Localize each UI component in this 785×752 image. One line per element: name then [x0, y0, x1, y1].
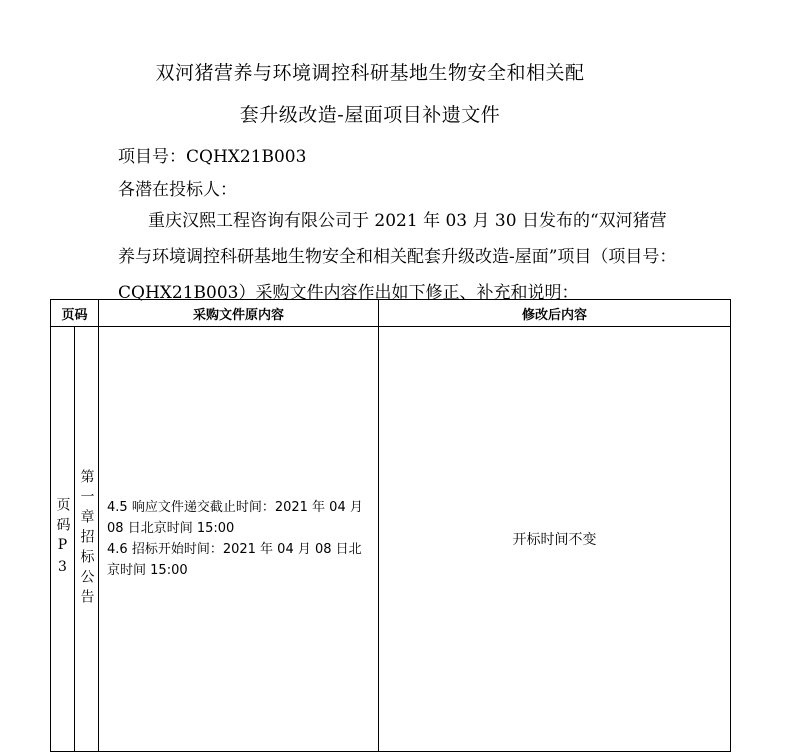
section-name: 第一章招标公告: [78, 469, 95, 609]
page-ref: 页码P3: [54, 497, 71, 581]
original-item-1: 4.5 响应文件递交截止时间：2021 年 04 月 08 日北京时间 15:00: [107, 500, 363, 536]
greeting: 各潜在投标人：: [118, 180, 237, 200]
header-page: 页码: [51, 300, 99, 327]
section-cell: [75, 327, 99, 752]
header-revised: 修改后内容: [379, 300, 731, 327]
document-title-line-1: 双河猪营养与环境调控科研基地生物安全和相关配: [155, 62, 585, 84]
project-number: 项目号：CQHX21B003: [118, 147, 307, 167]
original-content-cell: [99, 327, 379, 752]
header-original: 采购文件原内容: [99, 300, 379, 327]
revised-content-cell: [379, 327, 731, 752]
original-item-2: 4.6 招标开始时间：2021 年 04 月 08 日北京时间 15:00: [107, 542, 362, 578]
table-header-row: [51, 300, 731, 327]
revised-text: 开标时间不变: [512, 532, 597, 548]
intro-text: 重庆汉熙工程咨询有限公司于 2021 年 03 月 30 日发布的“双河猪营养与环境调控科研基地生物安全和相关配套升级改造-屋面”项目（项目号：CQHX21B003）采购文件内容作出如下修正、补充和说明：: [118, 211, 677, 303]
table-row: [51, 327, 731, 752]
document-title-line-2: 套升级改造-屋面项目补遗文件: [239, 104, 501, 126]
intro-paragraph: [118, 203, 678, 311]
amendment-table: [50, 299, 731, 752]
page-ref-cell: [51, 327, 75, 752]
